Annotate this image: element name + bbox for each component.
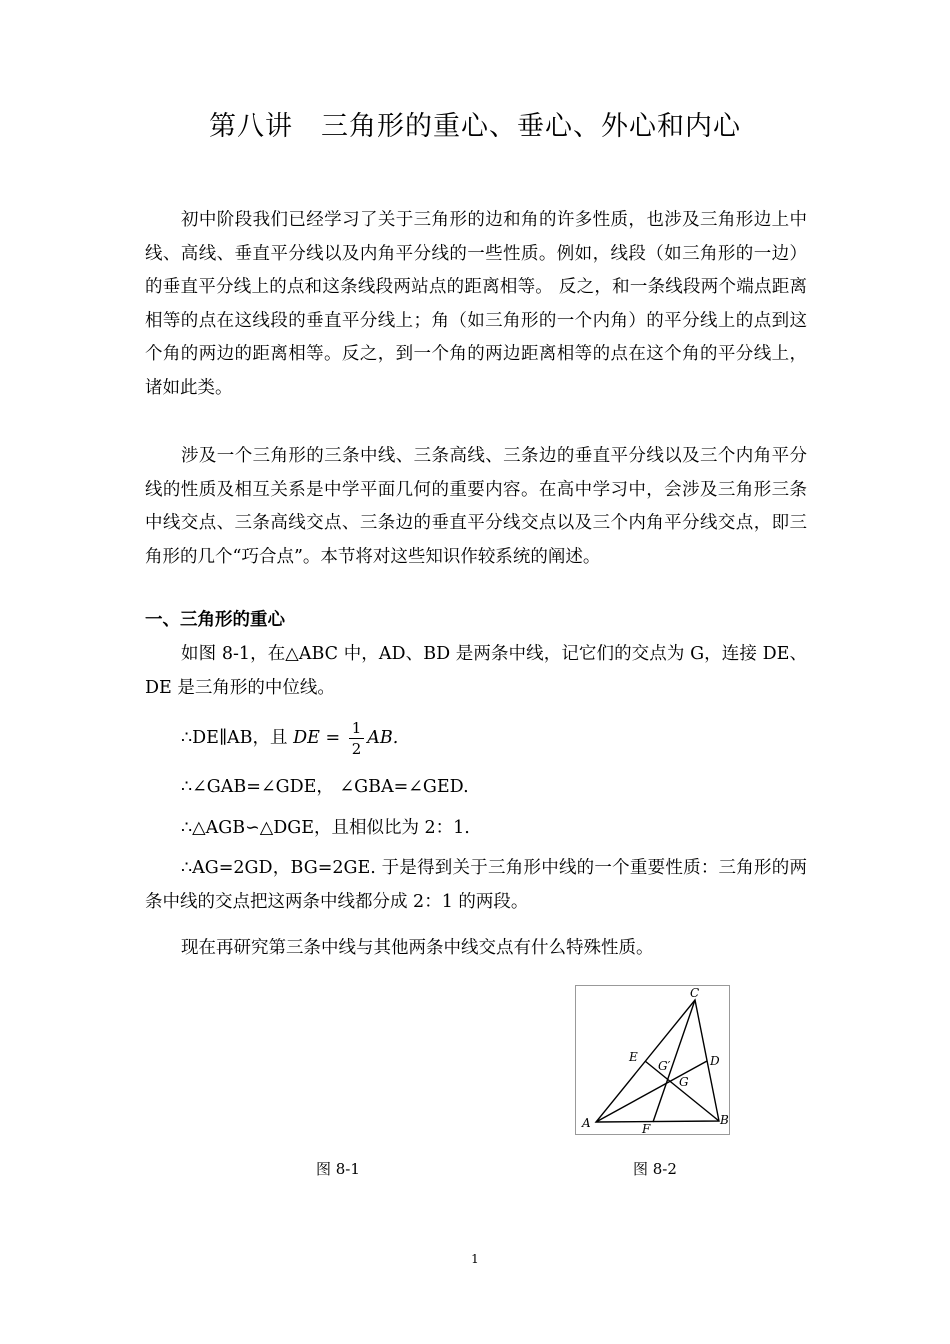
intro-paragraph: 初中阶段我们已经学习了关于三角形的边和角的许多性质，也涉及三角形边上中线、高线、垂直平分线以及内角平分线的一些性质。例如，线段（如三角形的一边）的垂直平分线上的点和这条线段两站点的距离相等。 反之，和一条线段两个端点距离相等的点在这线段的垂直平分线上；角（如三角形的一个内角）的平分线上的点到这个角的两边的距离相等。反之，到一个角的两边距离相等的点在这个角的平分线上，诸如此类。	[145, 210, 807, 398]
overview-paragraph: 涉及一个三角形的三条中线、三条高线、三条边的垂直平分线以及三个内角平分线的性质及相互关系是中学平面几何的重要内容。在高中学习中，会涉及三角形三条中线交点、三条高线交点、三条边的垂直平分线交点以及三个内角平分线交点，即三角形的几个“巧合点”。本节将对这些知识作较系统的阐述。	[145, 446, 807, 567]
equation-rhs: AB.	[367, 728, 399, 748]
equation-equals: =	[319, 728, 346, 748]
median-ad	[596, 1061, 707, 1122]
page-title: 第八讲 三角形的重心、垂心、外心和内心	[209, 111, 741, 142]
figure-8-2	[575, 985, 730, 1135]
caption-figure-8-1: 图 8-1	[316, 1160, 360, 1178]
page-number: 1	[471, 1252, 479, 1266]
fraction-denominator: 2	[351, 740, 362, 758]
median-property-paragraph: ∴AG=2GD，BG=2GE. 于是得到关于三角形中线的一个重要性质：三角形的两条中线的交点把这两条中线都分成 2：1 的两段。	[145, 858, 807, 912]
label-g-prime: G′	[658, 1059, 671, 1073]
median-intro-paragraph: 如图 8-1，在△ABC 中，AD、BD 是两条中线，记它们的交点为 G，连接 DE、DE 是三角形的中位线。	[145, 644, 807, 698]
equation-line-3: ∴△AGB∽△DGE，且相似比为 2：1.	[181, 818, 470, 838]
label-c: C	[690, 986, 700, 1000]
third-median-paragraph: 现在再研究第三条中线与其他两条中线交点有什么特殊性质。	[181, 938, 654, 958]
label-f: F	[642, 1122, 651, 1134]
caption-figure-8-2: 图 8-2	[633, 1160, 677, 1178]
label-a: A	[582, 1116, 591, 1130]
section-heading: 一、三角形的重心	[145, 610, 285, 630]
label-d: D	[710, 1054, 720, 1068]
equation-lhs: DE	[293, 728, 320, 748]
label-e: E	[629, 1050, 638, 1064]
fraction-numerator: 1	[349, 718, 365, 739]
equation-line-1	[181, 718, 398, 759]
fraction-half	[349, 718, 365, 759]
equation-prefix: ∴DE∥AB，且	[181, 728, 294, 748]
label-b: B	[720, 1113, 729, 1127]
label-g: G	[679, 1075, 689, 1089]
equation-line-2: ∴∠GAB=∠GDE， ∠GBA=∠GED.	[181, 777, 469, 797]
triangle-diagram	[576, 986, 729, 1134]
